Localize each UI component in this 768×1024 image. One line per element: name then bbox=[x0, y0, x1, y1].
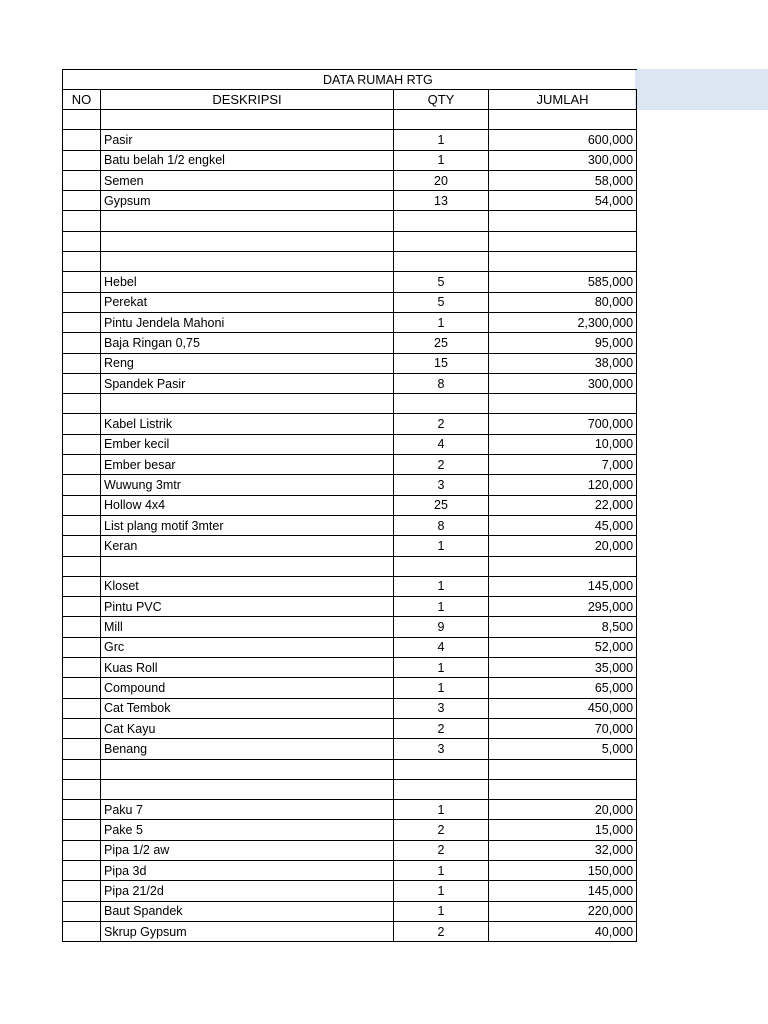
cell-no[interactable] bbox=[63, 495, 101, 515]
cell-no[interactable] bbox=[63, 191, 101, 211]
cell-deskripsi[interactable]: Baja Ringan 0,75 bbox=[101, 333, 394, 353]
cell-qty[interactable]: 1 bbox=[394, 597, 489, 617]
cell-no[interactable] bbox=[63, 434, 101, 454]
cell-jumlah[interactable] bbox=[489, 252, 637, 272]
cell-no[interactable] bbox=[63, 292, 101, 312]
cell-jumlah[interactable]: 145,000 bbox=[489, 881, 637, 901]
cell-jumlah[interactable]: 7,000 bbox=[489, 455, 637, 475]
cell-jumlah[interactable]: 700,000 bbox=[489, 414, 637, 434]
cell-jumlah[interactable]: 20,000 bbox=[489, 536, 637, 556]
cell-qty[interactable]: 2 bbox=[394, 820, 489, 840]
table-row bbox=[63, 312, 637, 332]
cell-qty[interactable] bbox=[394, 556, 489, 576]
cell-deskripsi[interactable]: Kabel Listrik bbox=[101, 414, 394, 434]
cell-jumlah[interactable] bbox=[489, 110, 637, 130]
cell-jumlah[interactable]: 10,000 bbox=[489, 434, 637, 454]
table-row bbox=[63, 353, 637, 373]
cell-deskripsi[interactable]: Grc bbox=[101, 637, 394, 657]
cell-no[interactable] bbox=[63, 576, 101, 596]
table-row bbox=[63, 414, 637, 434]
table-row bbox=[63, 434, 637, 454]
cell-jumlah[interactable]: 15,000 bbox=[489, 820, 637, 840]
cell-deskripsi[interactable] bbox=[101, 394, 394, 414]
cell-qty[interactable]: 9 bbox=[394, 617, 489, 637]
cell-deskripsi[interactable]: Baut Spandek bbox=[101, 901, 394, 921]
cell-deskripsi[interactable]: Skrup Gypsum bbox=[101, 921, 394, 941]
cell-qty[interactable]: 4 bbox=[394, 434, 489, 454]
cell-jumlah[interactable]: 300,000 bbox=[489, 373, 637, 393]
cell-no[interactable] bbox=[63, 556, 101, 576]
cell-jumlah[interactable] bbox=[489, 231, 637, 251]
cell-deskripsi[interactable]: Kuas Roll bbox=[101, 658, 394, 678]
cell-jumlah[interactable] bbox=[489, 759, 637, 779]
sheet-title[interactable]: DATA RUMAH RTG bbox=[63, 70, 637, 90]
table-row bbox=[63, 110, 637, 130]
cell-no[interactable] bbox=[63, 170, 101, 190]
cell-no[interactable] bbox=[63, 515, 101, 535]
cell-jumlah[interactable]: 20,000 bbox=[489, 800, 637, 820]
cell-deskripsi[interactable] bbox=[101, 556, 394, 576]
cell-qty[interactable]: 25 bbox=[394, 333, 489, 353]
cell-no[interactable] bbox=[63, 617, 101, 637]
cell-deskripsi[interactable]: Perekat bbox=[101, 292, 394, 312]
cell-qty[interactable] bbox=[394, 252, 489, 272]
cell-jumlah[interactable]: 2,300,000 bbox=[489, 312, 637, 332]
cell-qty[interactable]: 1 bbox=[394, 901, 489, 921]
cell-qty[interactable]: 1 bbox=[394, 678, 489, 698]
cell-jumlah[interactable]: 45,000 bbox=[489, 515, 637, 535]
table-row bbox=[63, 840, 637, 860]
cell-no[interactable] bbox=[63, 252, 101, 272]
table-row bbox=[63, 272, 637, 292]
cell-no[interactable] bbox=[63, 860, 101, 880]
cell-qty[interactable] bbox=[394, 779, 489, 799]
cell-qty[interactable]: 8 bbox=[394, 373, 489, 393]
cell-jumlah[interactable] bbox=[489, 556, 637, 576]
cell-qty[interactable] bbox=[394, 231, 489, 251]
cell-qty[interactable]: 5 bbox=[394, 272, 489, 292]
cell-no[interactable] bbox=[63, 353, 101, 373]
cell-no[interactable] bbox=[63, 373, 101, 393]
cell-deskripsi[interactable]: Cat Kayu bbox=[101, 718, 394, 738]
cell-deskripsi[interactable] bbox=[101, 110, 394, 130]
cell-qty[interactable]: 2 bbox=[394, 455, 489, 475]
cell-jumlah[interactable]: 80,000 bbox=[489, 292, 637, 312]
cell-deskripsi[interactable]: Mill bbox=[101, 617, 394, 637]
table-row bbox=[63, 495, 637, 515]
table-row bbox=[63, 901, 637, 921]
data-table bbox=[62, 69, 637, 942]
table-row bbox=[63, 779, 637, 799]
cell-qty[interactable]: 5 bbox=[394, 292, 489, 312]
cell-no[interactable] bbox=[63, 759, 101, 779]
cell-no[interactable] bbox=[63, 658, 101, 678]
spreadsheet bbox=[62, 69, 636, 942]
cell-qty[interactable]: 13 bbox=[394, 191, 489, 211]
cell-jumlah[interactable]: 585,000 bbox=[489, 272, 637, 292]
cell-qty[interactable] bbox=[394, 211, 489, 231]
table-row bbox=[63, 455, 637, 475]
table-row bbox=[63, 617, 637, 637]
cell-qty[interactable]: 1 bbox=[394, 881, 489, 901]
table-row bbox=[63, 678, 637, 698]
table-row bbox=[63, 820, 637, 840]
cell-deskripsi[interactable]: Ember kecil bbox=[101, 434, 394, 454]
cell-no[interactable] bbox=[63, 394, 101, 414]
header-no[interactable]: NO bbox=[63, 90, 101, 110]
table-row bbox=[63, 597, 637, 617]
cell-qty[interactable]: 20 bbox=[394, 170, 489, 190]
table-row bbox=[63, 170, 637, 190]
table-row bbox=[63, 860, 637, 880]
table-row bbox=[63, 698, 637, 718]
cell-deskripsi[interactable]: Pintu PVC bbox=[101, 597, 394, 617]
cell-no[interactable] bbox=[63, 718, 101, 738]
header-row bbox=[63, 90, 637, 110]
cell-no[interactable] bbox=[63, 130, 101, 150]
cell-deskripsi[interactable]: Keran bbox=[101, 536, 394, 556]
table-row bbox=[63, 130, 637, 150]
cell-qty[interactable] bbox=[394, 759, 489, 779]
cell-no[interactable] bbox=[63, 597, 101, 617]
cell-jumlah[interactable]: 450,000 bbox=[489, 698, 637, 718]
cell-no[interactable] bbox=[63, 536, 101, 556]
cell-deskripsi[interactable]: Ember besar bbox=[101, 455, 394, 475]
cell-qty[interactable] bbox=[394, 110, 489, 130]
cell-no[interactable] bbox=[63, 800, 101, 820]
cell-no[interactable] bbox=[63, 779, 101, 799]
table-row bbox=[63, 515, 637, 535]
cell-deskripsi[interactable]: Benang bbox=[101, 739, 394, 759]
highlighted-cell-band bbox=[635, 69, 768, 110]
table-row bbox=[63, 881, 637, 901]
cell-qty[interactable] bbox=[394, 394, 489, 414]
cell-no[interactable] bbox=[63, 414, 101, 434]
cell-no[interactable] bbox=[63, 272, 101, 292]
cell-deskripsi[interactable]: Semen bbox=[101, 170, 394, 190]
cell-qty[interactable]: 2 bbox=[394, 840, 489, 860]
cell-no[interactable] bbox=[63, 678, 101, 698]
cell-jumlah[interactable]: 8,500 bbox=[489, 617, 637, 637]
cell-jumlah[interactable]: 120,000 bbox=[489, 475, 637, 495]
cell-deskripsi[interactable]: Pipa 21/2d bbox=[101, 881, 394, 901]
cell-jumlah[interactable] bbox=[489, 394, 637, 414]
cell-deskripsi[interactable]: Paku 7 bbox=[101, 800, 394, 820]
table-row bbox=[63, 637, 637, 657]
cell-qty[interactable]: 3 bbox=[394, 739, 489, 759]
cell-no[interactable] bbox=[63, 901, 101, 921]
cell-jumlah[interactable] bbox=[489, 211, 637, 231]
table-row bbox=[63, 718, 637, 738]
cell-jumlah[interactable]: 95,000 bbox=[489, 333, 637, 353]
cell-no[interactable] bbox=[63, 333, 101, 353]
cell-jumlah[interactable]: 40,000 bbox=[489, 921, 637, 941]
cell-deskripsi[interactable]: Pipa 3d bbox=[101, 860, 394, 880]
cell-no[interactable] bbox=[63, 231, 101, 251]
cell-jumlah[interactable]: 32,000 bbox=[489, 840, 637, 860]
cell-no[interactable] bbox=[63, 921, 101, 941]
cell-no[interactable] bbox=[63, 475, 101, 495]
table-row bbox=[63, 211, 637, 231]
header-deskripsi[interactable]: DESKRIPSI bbox=[101, 90, 394, 110]
cell-no[interactable] bbox=[63, 698, 101, 718]
cell-deskripsi[interactable]: Pipa 1/2 aw bbox=[101, 840, 394, 860]
cell-qty[interactable]: 4 bbox=[394, 637, 489, 657]
cell-jumlah[interactable]: 38,000 bbox=[489, 353, 637, 373]
cell-no[interactable] bbox=[63, 312, 101, 332]
cell-deskripsi[interactable] bbox=[101, 779, 394, 799]
cell-deskripsi[interactable]: Pake 5 bbox=[101, 820, 394, 840]
table-row bbox=[63, 739, 637, 759]
cell-no[interactable] bbox=[63, 110, 101, 130]
cell-deskripsi[interactable]: Hebel bbox=[101, 272, 394, 292]
cell-jumlah[interactable]: 150,000 bbox=[489, 860, 637, 880]
cell-deskripsi[interactable] bbox=[101, 759, 394, 779]
table-row bbox=[63, 292, 637, 312]
cell-qty[interactable]: 1 bbox=[394, 860, 489, 880]
header-qty[interactable]: QTY bbox=[394, 90, 489, 110]
cell-jumlah[interactable]: 600,000 bbox=[489, 130, 637, 150]
cell-no[interactable] bbox=[63, 455, 101, 475]
cell-qty[interactable]: 2 bbox=[394, 718, 489, 738]
cell-jumlah[interactable]: 295,000 bbox=[489, 597, 637, 617]
cell-no[interactable] bbox=[63, 150, 101, 170]
cell-jumlah[interactable] bbox=[489, 779, 637, 799]
cell-deskripsi[interactable]: Kloset bbox=[101, 576, 394, 596]
cell-qty[interactable]: 1 bbox=[394, 658, 489, 678]
cell-jumlah[interactable]: 145,000 bbox=[489, 576, 637, 596]
title-row bbox=[63, 70, 637, 90]
cell-jumlah[interactable]: 35,000 bbox=[489, 658, 637, 678]
cell-jumlah[interactable]: 65,000 bbox=[489, 678, 637, 698]
table-row bbox=[63, 556, 637, 576]
cell-jumlah[interactable]: 5,000 bbox=[489, 739, 637, 759]
cell-qty[interactable]: 1 bbox=[394, 130, 489, 150]
cell-qty[interactable]: 1 bbox=[394, 312, 489, 332]
cell-deskripsi[interactable]: Wuwung 3mtr bbox=[101, 475, 394, 495]
cell-no[interactable] bbox=[63, 739, 101, 759]
cell-qty[interactable]: 1 bbox=[394, 536, 489, 556]
cell-qty[interactable]: 1 bbox=[394, 800, 489, 820]
cell-qty[interactable]: 1 bbox=[394, 150, 489, 170]
cell-deskripsi[interactable]: List plang motif 3mter bbox=[101, 515, 394, 535]
cell-deskripsi[interactable] bbox=[101, 231, 394, 251]
cell-deskripsi[interactable]: Pintu Jendela Mahoni bbox=[101, 312, 394, 332]
table-row bbox=[63, 536, 637, 556]
cell-deskripsi[interactable]: Compound bbox=[101, 678, 394, 698]
cell-qty[interactable]: 3 bbox=[394, 475, 489, 495]
table-row bbox=[63, 333, 637, 353]
cell-jumlah[interactable]: 54,000 bbox=[489, 191, 637, 211]
table-row bbox=[63, 252, 637, 272]
table-row bbox=[63, 475, 637, 495]
table-row bbox=[63, 921, 637, 941]
cell-qty[interactable]: 3 bbox=[394, 698, 489, 718]
cell-jumlah[interactable]: 300,000 bbox=[489, 150, 637, 170]
cell-deskripsi[interactable]: Spandek Pasir bbox=[101, 373, 394, 393]
table-row bbox=[63, 759, 637, 779]
table-row bbox=[63, 231, 637, 251]
cell-deskripsi[interactable]: Reng bbox=[101, 353, 394, 373]
table-row bbox=[63, 800, 637, 820]
cell-no[interactable] bbox=[63, 637, 101, 657]
cell-no[interactable] bbox=[63, 211, 101, 231]
cell-deskripsi[interactable] bbox=[101, 211, 394, 231]
table-row bbox=[63, 576, 637, 596]
cell-jumlah[interactable]: 220,000 bbox=[489, 901, 637, 921]
cell-jumlah[interactable]: 22,000 bbox=[489, 495, 637, 515]
header-jumlah[interactable]: JUMLAH bbox=[489, 90, 637, 110]
cell-deskripsi[interactable]: Batu belah 1/2 engkel bbox=[101, 150, 394, 170]
cell-no[interactable] bbox=[63, 881, 101, 901]
cell-qty[interactable]: 25 bbox=[394, 495, 489, 515]
table-row bbox=[63, 394, 637, 414]
cell-deskripsi[interactable] bbox=[101, 252, 394, 272]
table-row bbox=[63, 658, 637, 678]
table-row bbox=[63, 373, 637, 393]
cell-jumlah[interactable]: 70,000 bbox=[489, 718, 637, 738]
table-row bbox=[63, 191, 637, 211]
cell-deskripsi[interactable]: Hollow 4x4 bbox=[101, 495, 394, 515]
cell-jumlah[interactable]: 52,000 bbox=[489, 637, 637, 657]
cell-no[interactable] bbox=[63, 840, 101, 860]
cell-qty[interactable]: 15 bbox=[394, 353, 489, 373]
table-row bbox=[63, 150, 637, 170]
cell-no[interactable] bbox=[63, 820, 101, 840]
cell-qty[interactable]: 2 bbox=[394, 921, 489, 941]
cell-deskripsi[interactable]: Cat Tembok bbox=[101, 698, 394, 718]
cell-deskripsi[interactable]: Gypsum bbox=[101, 191, 394, 211]
cell-jumlah[interactable]: 58,000 bbox=[489, 170, 637, 190]
cell-deskripsi[interactable]: Pasir bbox=[101, 130, 394, 150]
cell-qty[interactable]: 1 bbox=[394, 576, 489, 596]
cell-qty[interactable]: 2 bbox=[394, 414, 489, 434]
cell-qty[interactable]: 8 bbox=[394, 515, 489, 535]
